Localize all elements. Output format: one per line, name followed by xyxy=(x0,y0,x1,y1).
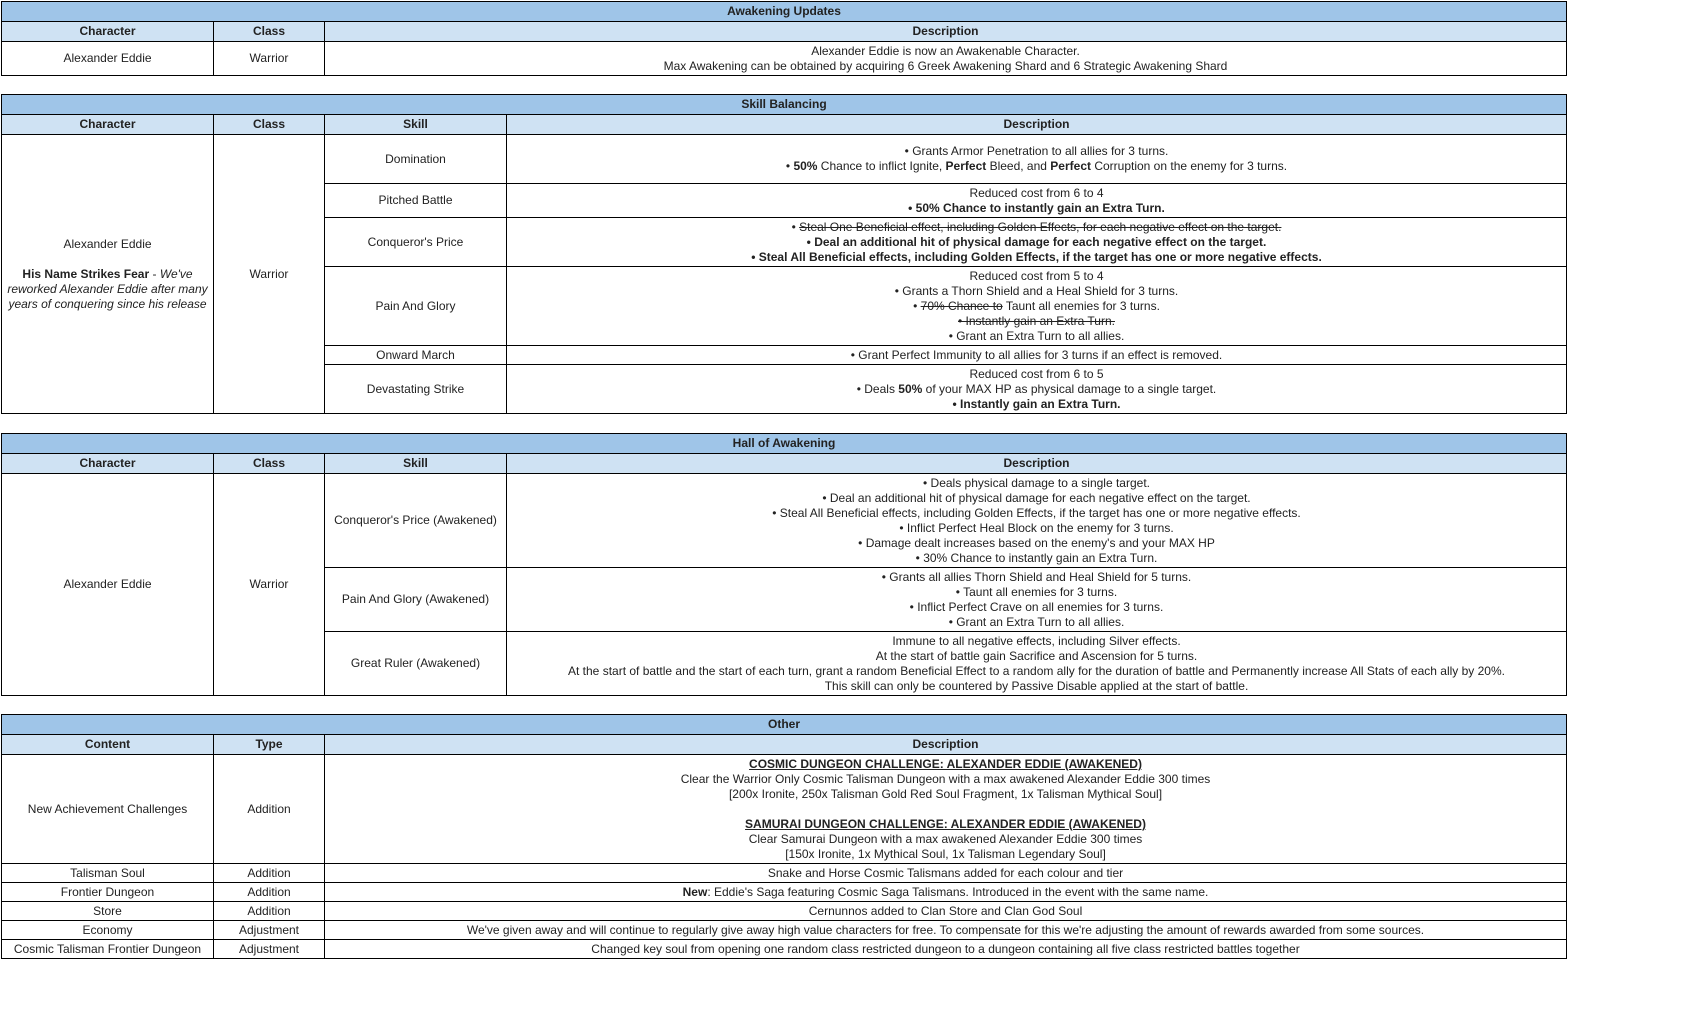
type-cell: Adjustment xyxy=(214,921,325,940)
content-cell: New Achievement Challenges xyxy=(2,755,214,864)
table-row xyxy=(2,902,1567,921)
description-line: • Grants all allies Thorn Shield and Heal Shield for 5 turns. xyxy=(881,569,1192,584)
description-text: • Grant an Extra Turn to all allies. xyxy=(948,328,1125,343)
col-header-class: Class xyxy=(214,454,325,474)
description-cell xyxy=(325,883,1567,902)
skill-name-cell: Pain And Glory (Awakened) xyxy=(325,568,507,632)
emphasis-text: • Deal an additional hit of physical damage for each negative effect on the target. xyxy=(806,234,1267,249)
emphasis-text: • 50% Chance to instantly gain an Extra Turn. xyxy=(908,200,1165,215)
skill-name-cell: Devastating Strike xyxy=(325,365,507,414)
character-cell: Alexander Eddie xyxy=(2,474,214,696)
description-line: Immune to all negative effects, including Silver effects. xyxy=(892,633,1181,648)
type-cell: Addition xyxy=(214,755,325,864)
other-table xyxy=(1,714,1567,959)
table-row xyxy=(2,474,1567,568)
content-cell: Cosmic Talisman Frontier Dungeon xyxy=(2,940,214,959)
new-label: New xyxy=(682,884,708,899)
description-text: • xyxy=(791,219,800,234)
description-text: Chance to inflict Ignite, xyxy=(817,159,946,173)
skill-name-cell: Onward March xyxy=(325,346,507,365)
description-line: • Deals physical damage to a single target. xyxy=(923,475,1150,490)
content-cell: Economy xyxy=(2,921,214,940)
description-cell: We've given away and will continue to regularly give away high value characters for free. To compensate for this we're adjusting the amount of rewards awarded from some sources. xyxy=(325,921,1567,940)
character-cell xyxy=(2,135,214,414)
rework-note-title: His Name Strikes Fear xyxy=(22,266,150,281)
other-title: Other xyxy=(2,715,1567,735)
col-header-description: Description xyxy=(325,735,1567,755)
table-row xyxy=(2,940,1567,959)
description-line: • 30% Chance to instantly gain an Extra Turn. xyxy=(915,550,1158,565)
skill-description-cell xyxy=(507,218,1567,267)
description-text: Reduced cost from 6 to 4 xyxy=(969,185,1104,200)
type-cell: Addition xyxy=(214,883,325,902)
col-header-skill: Skill xyxy=(325,454,507,474)
character-name: Alexander Eddie xyxy=(63,236,152,251)
content-cell: Talisman Soul xyxy=(2,864,214,883)
description-cell xyxy=(325,42,1567,76)
skill-name-cell: Conqueror's Price xyxy=(325,218,507,267)
description-text: Bleed, and xyxy=(986,159,1051,173)
description-cell: Changed key soul from opening one random class restricted dungeon to a dungeon containing all five class restricted battles together xyxy=(325,940,1567,959)
col-header-class: Class xyxy=(214,115,325,135)
description-line xyxy=(511,220,1562,235)
description-line xyxy=(511,284,1562,299)
skill-balancing-title: Skill Balancing xyxy=(2,95,1567,115)
skill-name-cell: Pitched Battle xyxy=(325,184,507,218)
col-header-character: Character xyxy=(2,22,214,42)
table-row xyxy=(2,883,1567,902)
description-line xyxy=(511,314,1562,329)
challenge-text: Clear Samurai Dungeon with a max awakened Alexander Eddie 300 times xyxy=(748,831,1143,846)
emphasis-text: • Steal All Beneficial effects, including Golden Effects, if the target has one or more negative effects. xyxy=(751,249,1322,264)
col-header-class: Class xyxy=(214,22,325,42)
description-line xyxy=(511,250,1562,265)
description-line: • Damage dealt increases based on the enemy's and your MAX HP xyxy=(858,535,1215,550)
type-cell: Addition xyxy=(214,864,325,883)
description-text: Taunt all enemies for 3 turns. xyxy=(1002,298,1160,313)
description-line xyxy=(511,201,1562,216)
description-line: At the start of battle gain Sacrifice and Ascension for 5 turns. xyxy=(875,648,1198,663)
challenge-text: Clear the Warrior Only Cosmic Talisman Dungeon with a max awakened Alexander Eddie 300 times xyxy=(680,771,1211,786)
table-row xyxy=(2,921,1567,940)
col-header-description: Description xyxy=(507,454,1567,474)
description-line xyxy=(511,235,1562,250)
emphasis-text: 50% xyxy=(793,159,818,173)
description-text: • Grant Perfect Immunity to all allies for 3 turns if an effect is removed. xyxy=(850,347,1223,362)
table-row xyxy=(2,755,1567,864)
type-cell: Adjustment xyxy=(214,940,325,959)
description-text: • Grants Armor Penetration to all allies for 3 turns. xyxy=(904,144,1169,158)
description-line xyxy=(511,397,1562,412)
description-line xyxy=(511,186,1562,201)
col-header-character: Character xyxy=(2,454,214,474)
rework-note xyxy=(6,267,209,312)
character-cell: Alexander Eddie xyxy=(2,42,214,76)
description-line xyxy=(511,159,1562,174)
description-line: • Deal an additional hit of physical damage for each negative effect on the target. xyxy=(822,490,1251,505)
description-line xyxy=(511,382,1562,397)
challenge-heading: COSMIC DUNGEON CHALLENGE: ALEXANDER EDDIE (AWAKENED) xyxy=(749,756,1142,771)
description-text: Reduced cost from 6 to 5 xyxy=(969,366,1104,381)
awakening-updates-table xyxy=(1,1,1567,76)
table-row xyxy=(2,42,1567,76)
skill-description-cell xyxy=(507,568,1567,632)
table-row xyxy=(2,864,1567,883)
description-text: of your MAX HP as physical damage to a single target. xyxy=(922,381,1217,396)
description-text: • Grants a Thorn Shield and a Heal Shield for 3 turns. xyxy=(894,283,1179,298)
skill-name-cell: Pain And Glory xyxy=(325,267,507,346)
description-text: • xyxy=(913,298,921,313)
description-line xyxy=(511,299,1562,314)
description-line xyxy=(511,144,1562,159)
class-cell: Warrior xyxy=(214,42,325,76)
description-line: • Steal All Beneficial effects, including Golden Effects, if the target has one or more negative effects. xyxy=(772,505,1301,520)
description-line: • Grant an Extra Turn to all allies. xyxy=(948,614,1125,629)
col-header-description: Description xyxy=(507,115,1567,135)
rework-note-separator: - xyxy=(149,266,160,281)
description-line: Max Awakening can be obtained by acquiring 6 Greek Awakening Shard and 6 Strategic Awakening Shard xyxy=(663,58,1228,73)
challenge-heading: SAMURAI DUNGEON CHALLENGE: ALEXANDER EDDIE (AWAKENED) xyxy=(745,816,1146,831)
description-text: : Eddie's Saga featuring Cosmic Saga Talismans. Introduced in the event with the same name. xyxy=(707,884,1209,899)
type-cell: Addition xyxy=(214,902,325,921)
skill-balancing-table xyxy=(1,94,1567,414)
description-cell xyxy=(325,755,1567,864)
removed-text: 70% Chance to xyxy=(920,298,1003,313)
description-line xyxy=(511,269,1562,284)
description-line: • Inflict Perfect Crave on all enemies for 3 turns. xyxy=(909,599,1164,614)
challenge-rewards: [150x Ironite, 1x Mythical Soul, 1x Talisman Legendary Soul] xyxy=(785,846,1106,861)
skill-description-cell xyxy=(507,474,1567,568)
emphasis-text: • Instantly gain an Extra Turn. xyxy=(952,396,1121,411)
table-row xyxy=(2,135,1567,184)
description-line: • Taunt all enemies for 3 turns. xyxy=(955,584,1118,599)
description-cell: Snake and Horse Cosmic Talismans added for each colour and tier xyxy=(325,864,1567,883)
skill-description-cell xyxy=(507,135,1567,184)
skill-name-cell: Great Ruler (Awakened) xyxy=(325,632,507,696)
skill-name-cell: Conqueror's Price (Awakened) xyxy=(325,474,507,568)
col-header-description: Description xyxy=(325,22,1567,42)
challenge-rewards: [200x Ironite, 250x Talisman Gold Red Soul Fragment, 1x Talisman Mythical Soul] xyxy=(728,786,1163,801)
description-line: • Inflict Perfect Heal Block on the enemy for 3 turns. xyxy=(899,520,1174,535)
hall-of-awakening-title: Hall of Awakening xyxy=(2,434,1567,454)
description-cell: Cernunnos added to Clan Store and Clan God Soul xyxy=(325,902,1567,921)
col-header-type: Type xyxy=(214,735,325,755)
content-cell: Store xyxy=(2,902,214,921)
content-cell: Frontier Dungeon xyxy=(2,883,214,902)
rework-note-text: We've reworked Alexander Eddie after many years of conquering since his release xyxy=(7,266,208,311)
hall-of-awakening-table xyxy=(1,433,1567,696)
description-line xyxy=(511,367,1562,382)
class-cell: Warrior xyxy=(214,135,325,414)
skill-description-cell xyxy=(507,632,1567,696)
description-text: Corruption on the enemy for 3 turns. xyxy=(1090,159,1288,173)
description-text: • xyxy=(785,159,794,173)
emphasis-text: Perfect xyxy=(945,159,987,173)
removed-text: Steal One Beneficial effect, including Golden Effects, for each negative effect on the target. xyxy=(799,219,1282,234)
description-line: At the start of battle and the start of each turn, grant a random Beneficial Effect to a random ally for the duration of battle and Permanently increase All Stats of each ally by 20%. xyxy=(568,663,1505,678)
removed-text: • Instantly gain an Extra Turn. xyxy=(958,313,1115,328)
description-line xyxy=(511,329,1562,344)
col-header-character: Character xyxy=(2,115,214,135)
description-line xyxy=(511,348,1562,363)
description-text: • Deals xyxy=(856,381,899,396)
skill-description-cell xyxy=(507,346,1567,365)
emphasis-text: 50% xyxy=(898,381,923,396)
skill-description-cell xyxy=(507,184,1567,218)
emphasis-text: Perfect xyxy=(1050,159,1091,173)
skill-description-cell xyxy=(507,267,1567,346)
col-header-content: Content xyxy=(2,735,214,755)
description-text: Reduced cost from 5 to 4 xyxy=(969,268,1104,283)
awakening-updates-title: Awakening Updates xyxy=(2,2,1567,22)
description-line: This skill can only be countered by Passive Disable applied at the start of battle. xyxy=(824,678,1249,693)
class-cell: Warrior xyxy=(214,474,325,696)
skill-name-cell: Domination xyxy=(325,135,507,184)
description-line: Alexander Eddie is now an Awakenable Character. xyxy=(811,43,1080,58)
skill-description-cell xyxy=(507,365,1567,414)
col-header-skill: Skill xyxy=(325,115,507,135)
